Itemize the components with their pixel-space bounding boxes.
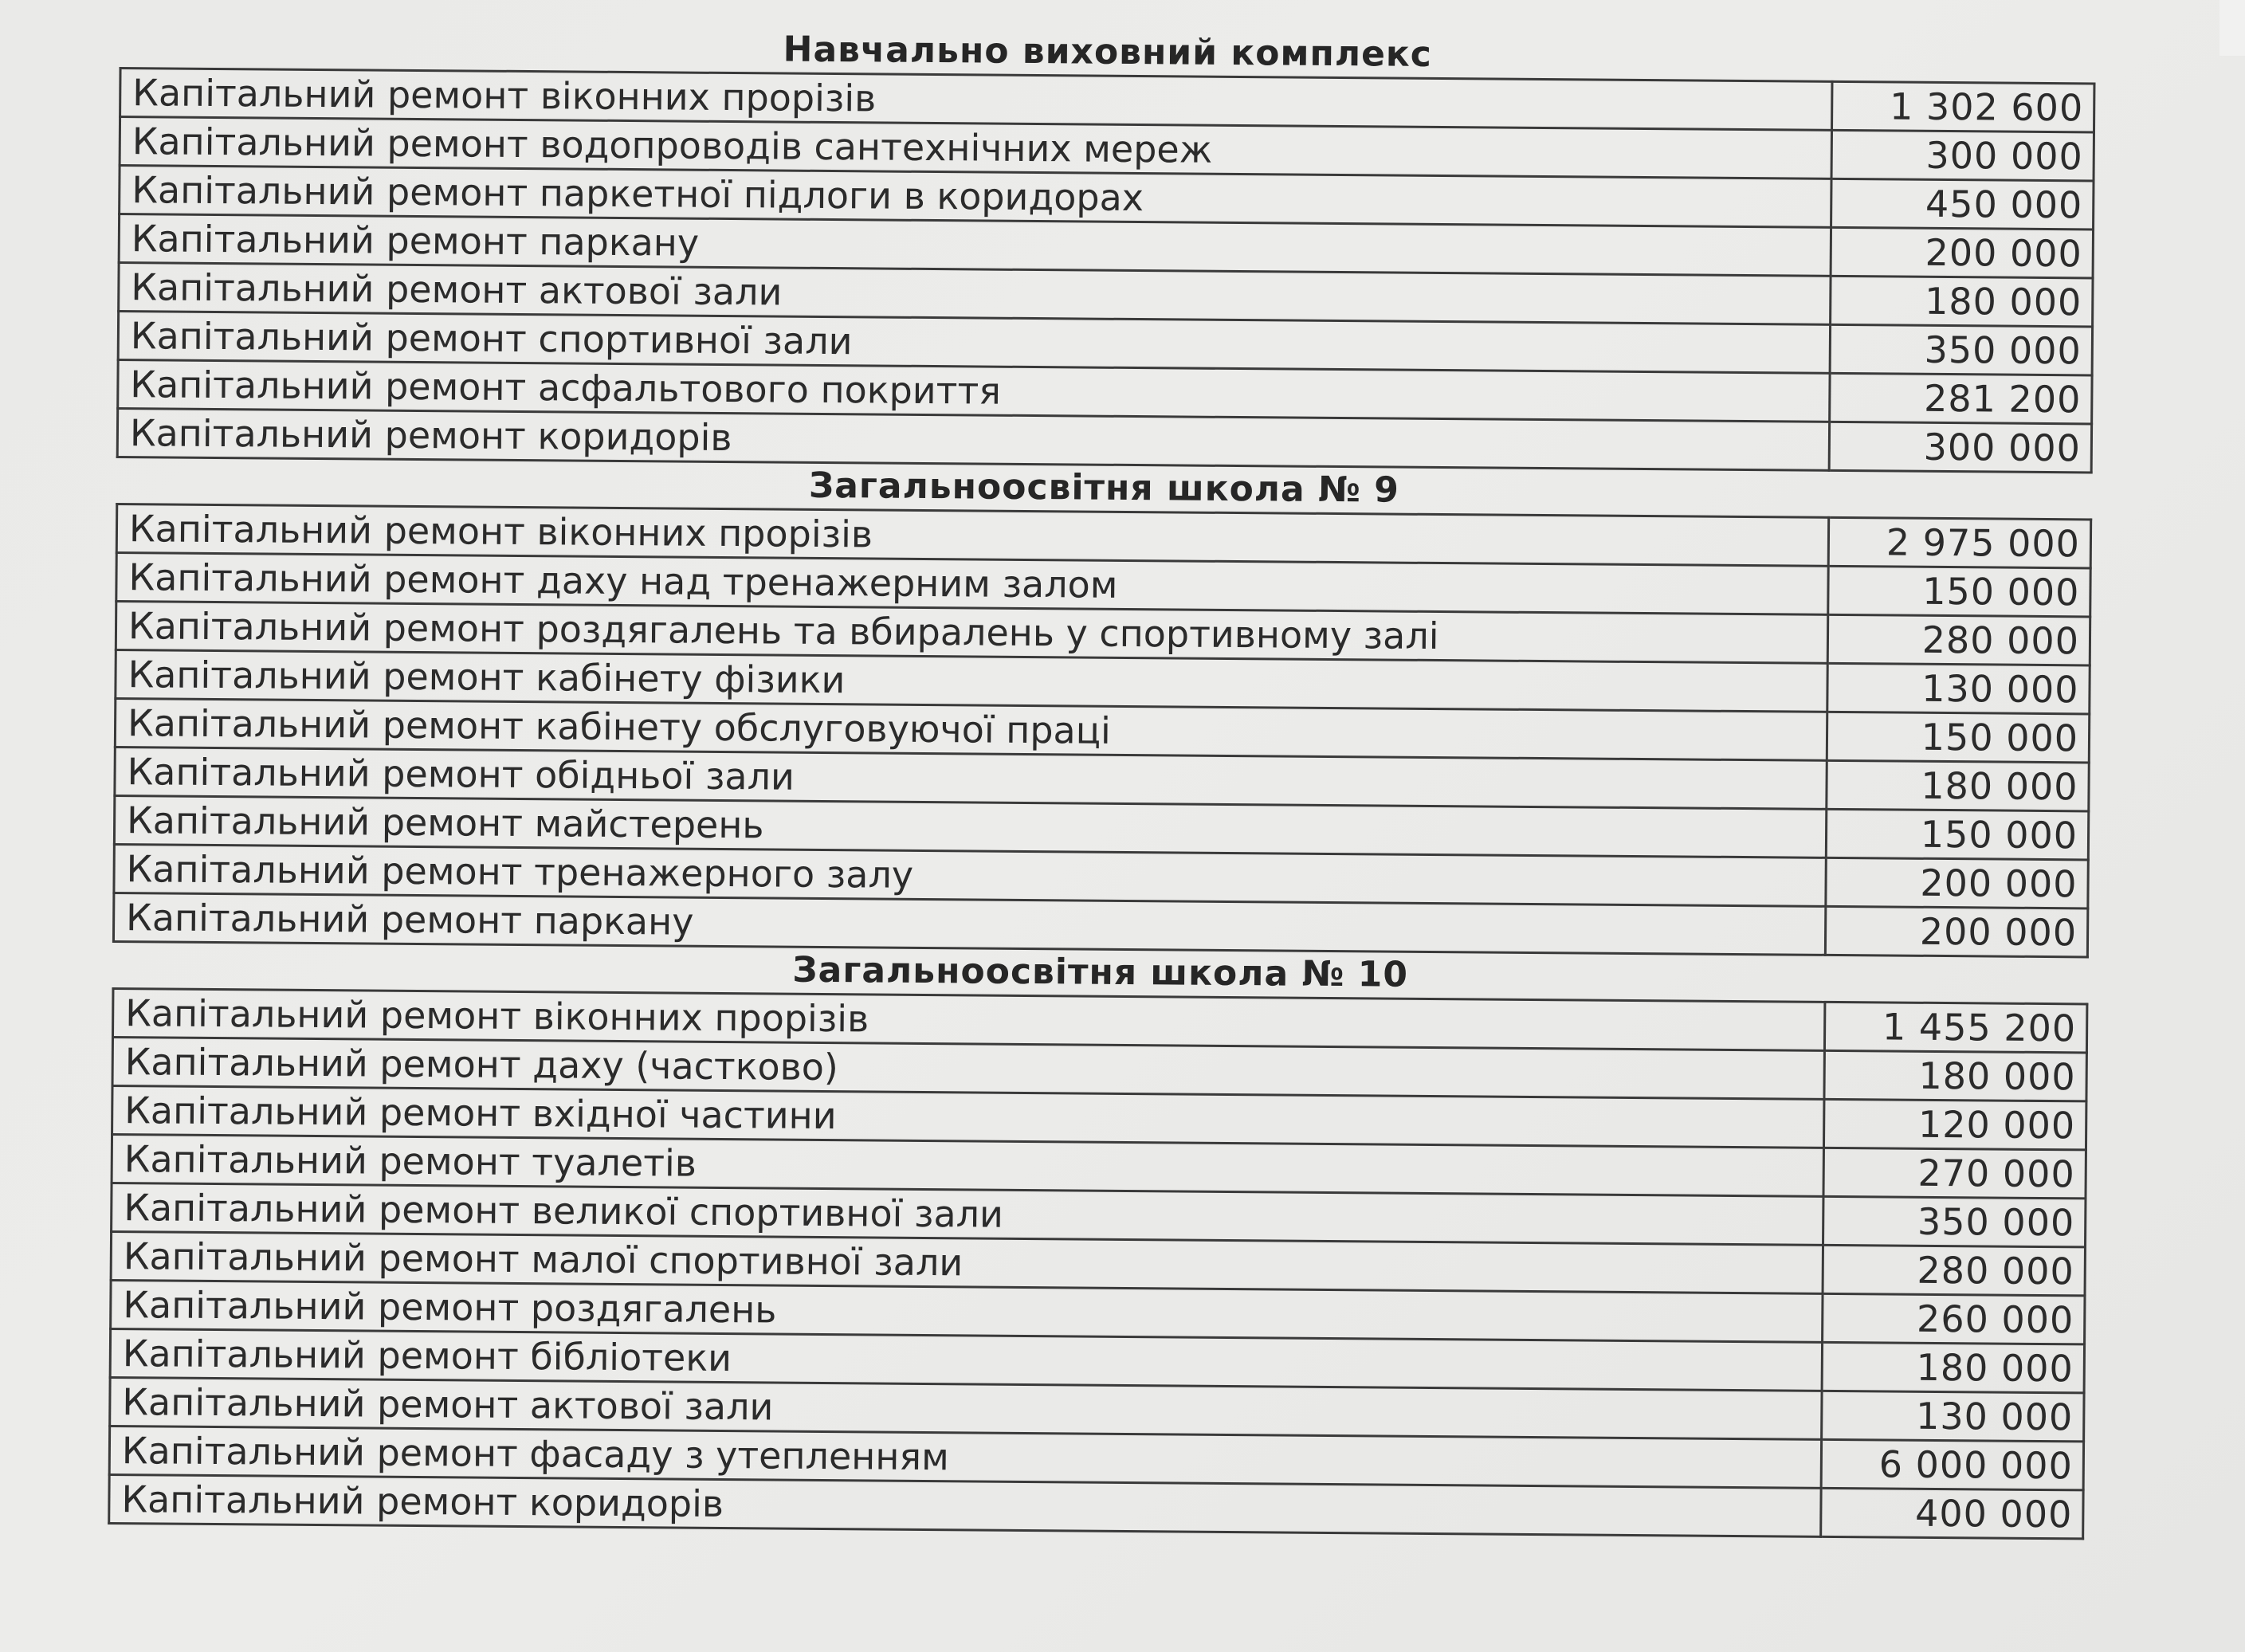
amount-cell: 200 000 <box>1825 906 2087 957</box>
amount-cell: 400 000 <box>1821 1488 2083 1539</box>
budget-table <box>108 987 2088 1540</box>
repair-item-cell: Капітальний ремонт віконних прорізів <box>112 988 1824 1050</box>
amount-cell: 6 000 000 <box>1821 1439 2083 1490</box>
amount-cell: 180 000 <box>1831 276 2093 327</box>
repair-item-cell: Капітальний ремонт фасаду з утепленням <box>109 1426 1821 1488</box>
repair-item-cell: Капітальний ремонт актової зали <box>119 263 1831 325</box>
repair-item-cell: Капітальний ремонт коридорів <box>109 1474 1821 1536</box>
amount-cell: 350 000 <box>1830 324 2092 375</box>
amount-cell: 120 000 <box>1823 1099 2086 1150</box>
repair-item-cell: Капітальний ремонт коридорів <box>117 408 1829 470</box>
amount-cell: 280 000 <box>1827 614 2090 665</box>
amount-cell: 150 000 <box>1828 566 2090 617</box>
amount-cell: 130 000 <box>1827 663 2090 714</box>
repair-item-cell: Капітальний ремонт паркану <box>119 214 1831 277</box>
page-corner <box>2219 0 2245 56</box>
amount-cell: 150 000 <box>1827 712 2089 763</box>
section-school-10 <box>108 943 2089 1540</box>
amount-cell: 300 000 <box>1829 422 2091 473</box>
amount-cell: 130 000 <box>1822 1391 2084 1442</box>
amount-cell: 300 000 <box>1831 130 2094 181</box>
section-title: Загальноосвітня школа № 9 <box>808 465 1400 511</box>
amount-cell: 281 200 <box>1830 373 2092 424</box>
amount-cell: 2 975 000 <box>1828 517 2090 568</box>
section-title: Навчально виховний комплекс <box>783 29 1433 75</box>
amount-cell: 280 000 <box>1823 1245 2085 1296</box>
repair-item-cell: Капітальний ремонт паркану <box>113 893 1825 955</box>
repair-item-cell: Капітальний ремонт паркетної підлоги в коридорах <box>120 166 1831 228</box>
repair-item-cell: Капітальний ремонт малої спортивної зали <box>111 1231 1823 1293</box>
repair-item-cell: Капітальний ремонт туалетів <box>112 1134 1823 1196</box>
repair-item-cell: Капітальний ремонт кабінету обслуговуючої праці <box>115 698 1827 760</box>
amount-cell: 270 000 <box>1823 1148 2086 1199</box>
amount-cell: 180 000 <box>1824 1050 2086 1101</box>
amount-cell: 200 000 <box>1826 857 2088 908</box>
repair-item-cell: Капітальний ремонт майстерень <box>114 795 1826 857</box>
repair-item-cell: Капітальний ремонт водопроводів сантехнічних мереж <box>120 117 1831 179</box>
repair-item-cell: Капітальний ремонт спортивної зали <box>118 312 1830 374</box>
section-title: Загальноосвітня школа № 10 <box>792 949 1409 995</box>
repair-item-cell: Капітальний ремонт бібліотеки <box>110 1328 1822 1391</box>
budget-document <box>108 22 2096 1540</box>
repair-item-cell: Капітальний ремонт актової зали <box>110 1377 1822 1439</box>
amount-cell: 1 302 600 <box>1832 81 2094 132</box>
amount-cell: 180 000 <box>1827 760 2089 811</box>
repair-item-cell: Капітальний ремонт роздягалень та вбиралень у спортивному залі <box>116 601 1827 663</box>
repair-item-cell: Капітальний ремонт великої спортивної зали <box>112 1183 1823 1245</box>
amount-cell: 350 000 <box>1823 1196 2086 1247</box>
repair-item-cell: Капітальний ремонт тренажерного залу <box>114 844 1826 906</box>
amount-cell: 200 000 <box>1831 227 2093 278</box>
section-complex <box>116 22 2096 473</box>
repair-item-cell: Капітальний ремонт кабінету фізики <box>116 649 1827 712</box>
amount-cell: 1 455 200 <box>1824 1002 2086 1053</box>
repair-item-cell: Капітальний ремонт даху над тренажерним залом <box>116 552 1828 614</box>
amount-cell: 450 000 <box>1831 179 2094 230</box>
repair-item-cell: Капітальний ремонт роздягалень <box>111 1280 1823 1342</box>
repair-item-cell: Капітальний ремонт асфальтового покриття <box>118 359 1830 422</box>
repair-item-cell: Капітальний ремонт даху (частково) <box>112 1037 1824 1099</box>
repair-item-cell: Капітальний ремонт обідньої зали <box>115 747 1827 809</box>
repair-item-cell: Капітальний ремонт віконних прорізів <box>116 504 1828 566</box>
amount-cell: 180 000 <box>1822 1342 2084 1393</box>
section-school-9 <box>112 458 2093 958</box>
budget-table <box>116 67 2096 473</box>
repair-item-cell: Капітальний ремонт вхідної частини <box>112 1085 1824 1148</box>
amount-cell: 150 000 <box>1826 809 2088 860</box>
amount-cell: 260 000 <box>1823 1293 2085 1344</box>
budget-table <box>112 503 2092 958</box>
repair-item-cell: Капітальний ремонт віконних прорізів <box>120 69 1832 131</box>
